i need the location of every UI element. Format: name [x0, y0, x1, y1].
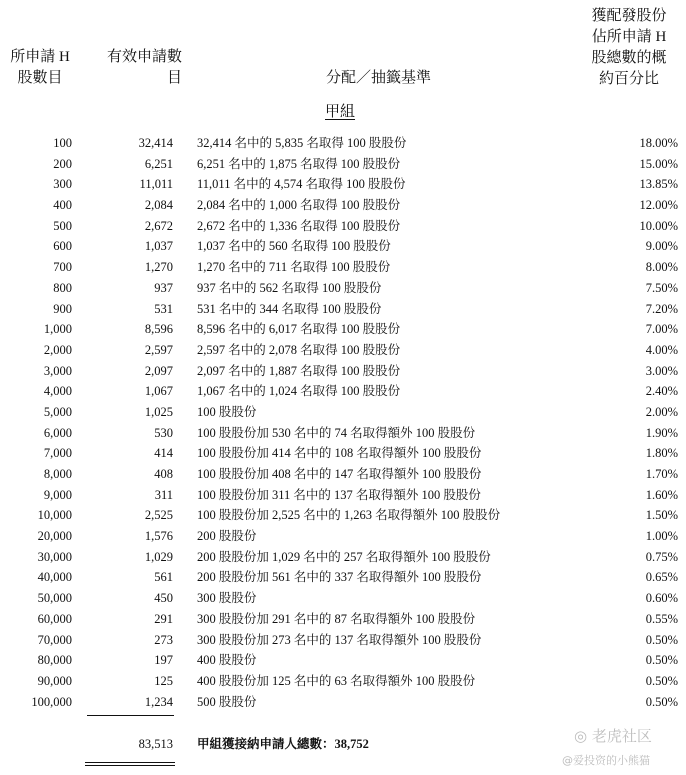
watermark-author: @爱投资的小熊猫	[562, 754, 650, 767]
total-double-rule	[85, 762, 175, 766]
cell-applications: 2,597	[144, 342, 173, 357]
header-shares-applied: 所申請 H 股數目	[10, 49, 70, 86]
cell-percentage: 1.80%	[645, 446, 678, 461]
cell-applications: 1,234	[144, 694, 173, 709]
cell-percentage: 10.00%	[639, 218, 678, 233]
cell-shares: 1,000	[43, 322, 72, 337]
cell-basis: 6,251 名中的 1,875 名取得 100 股股份	[197, 156, 401, 171]
cell-applications: 2,084	[144, 198, 173, 213]
cell-percentage: 2.40%	[645, 384, 678, 399]
table-row	[0, 505, 686, 526]
table-row	[0, 588, 686, 609]
cell-percentage: 1.50%	[645, 508, 678, 523]
cell-shares: 7,000	[43, 446, 72, 461]
cell-percentage: 7.00%	[645, 322, 678, 337]
cell-applications: 450	[154, 591, 173, 606]
table-row	[0, 257, 686, 278]
subtotal-rule	[87, 715, 174, 716]
cell-basis: 2,084 名中的 1,000 名取得 100 股股份	[197, 198, 401, 213]
table-row	[0, 216, 686, 237]
cell-shares: 30,000	[37, 549, 72, 564]
cell-basis: 300 股股份加 291 名中的 87 名取得額外 100 股股份	[197, 611, 476, 626]
cell-percentage: 0.50%	[645, 694, 678, 709]
cell-basis: 1,270 名中的 711 名取得 100 股股份	[197, 260, 391, 275]
header-allocation-basis: 分配／抽籤基準	[326, 70, 432, 86]
cell-basis: 100 股股份加 530 名中的 74 名取得額外 100 股股份	[197, 425, 476, 440]
cell-shares: 10,000	[37, 508, 72, 523]
cell-shares: 6,000	[43, 425, 72, 440]
table-row	[0, 547, 686, 568]
cell-percentage: 7.50%	[645, 280, 678, 295]
table-row	[0, 174, 686, 195]
table-row	[0, 340, 686, 361]
cell-basis: 2,097 名中的 1,887 名取得 100 股股份	[197, 363, 401, 378]
cell-basis: 100 股股份加 408 名中的 147 名取得額外 100 股股份	[197, 467, 482, 481]
cell-applications: 11,011	[139, 177, 173, 192]
cell-basis: 200 股股份加 561 名中的 337 名取得額外 100 股股份	[197, 570, 482, 585]
cell-applications: 311	[154, 487, 173, 502]
table-row	[0, 609, 686, 630]
cell-basis: 500 股股份	[197, 694, 257, 709]
cell-basis: 300 股股份	[197, 591, 257, 606]
cell-percentage: 8.00%	[645, 260, 678, 275]
cell-shares: 500	[53, 218, 72, 233]
cell-percentage: 1.60%	[645, 487, 678, 502]
cell-percentage: 4.00%	[645, 342, 678, 357]
table-row	[0, 154, 686, 175]
cell-percentage: 9.00%	[645, 239, 678, 254]
cell-basis: 1,037 名中的 560 名取得 100 股股份	[197, 239, 391, 254]
header-valid-applications: 有效申請數 目	[106, 49, 182, 86]
cell-applications: 2,097	[144, 363, 173, 378]
cell-basis: 100 股股份加 414 名中的 108 名取得額外 100 股股份	[197, 446, 482, 461]
cell-basis: 100 股股份	[197, 404, 257, 419]
cell-basis: 32,414 名中的 5,835 名取得 100 股股份	[197, 136, 407, 150]
cell-applications: 32,414	[138, 136, 173, 150]
cell-percentage: 3.00%	[645, 363, 678, 378]
cell-applications: 2,672	[144, 218, 173, 233]
cell-applications: 1,025	[144, 404, 173, 419]
cell-shares: 70,000	[37, 632, 72, 647]
cell-applications: 1,067	[144, 384, 173, 399]
group-label: 甲組	[325, 104, 356, 120]
cell-percentage: 2.00%	[645, 404, 678, 419]
table-row	[0, 650, 686, 671]
table-row	[0, 567, 686, 588]
table-row	[0, 278, 686, 299]
cell-percentage: 1.90%	[645, 425, 678, 440]
cell-percentage: 15.00%	[639, 156, 678, 171]
cell-percentage: 12.00%	[639, 198, 678, 213]
cell-applications: 125	[154, 673, 173, 688]
cell-basis: 1,067 名中的 1,024 名取得 100 股股份	[197, 384, 401, 399]
cell-applications: 561	[154, 570, 173, 585]
cell-shares: 300	[53, 177, 72, 192]
cell-shares: 50,000	[37, 591, 72, 606]
cell-applications: 197	[154, 653, 173, 668]
cell-basis: 8,596 名中的 6,017 名取得 100 股股份	[197, 322, 401, 337]
cell-basis: 2,597 名中的 2,078 名取得 100 股股份	[197, 342, 401, 357]
accepted-applicants-total: 甲組獲接納申請人總數：38,752	[197, 737, 369, 751]
cell-applications: 8,596	[144, 322, 173, 337]
cell-basis: 100 股股份加 311 名中的 137 名取得額外 100 股股份	[197, 487, 481, 502]
cell-shares: 8,000	[43, 467, 72, 481]
cell-shares: 700	[53, 260, 72, 275]
cell-applications: 1,270	[144, 260, 173, 275]
cell-basis: 400 股股份加 125 名中的 63 名取得額外 100 股股份	[197, 673, 476, 688]
cell-applications: 414	[154, 446, 173, 461]
table-row	[0, 671, 686, 692]
cell-applications: 531	[154, 301, 173, 316]
cell-percentage: 7.20%	[645, 301, 678, 316]
cell-shares: 900	[53, 301, 72, 316]
table-row	[0, 381, 686, 402]
cell-percentage: 1.00%	[645, 529, 678, 544]
cell-percentage: 0.75%	[645, 549, 678, 564]
cell-applications: 1,037	[144, 239, 173, 254]
table-row	[0, 464, 686, 485]
table-row	[0, 236, 686, 257]
cell-shares: 80,000	[37, 653, 72, 668]
cell-applications: 1,029	[144, 549, 173, 564]
cell-basis: 937 名中的 562 名取得 100 股股份	[197, 280, 382, 295]
cell-percentage: 0.60%	[645, 591, 678, 606]
cell-shares: 9,000	[43, 487, 72, 502]
cell-applications: 1,576	[144, 529, 173, 544]
table-row	[0, 423, 686, 444]
allocation-table	[0, 133, 686, 712]
cell-applications: 273	[154, 632, 173, 647]
table-row	[0, 692, 686, 713]
cell-shares: 20,000	[37, 529, 72, 544]
cell-shares: 200	[53, 156, 72, 171]
cell-shares: 600	[53, 239, 72, 254]
cell-basis: 200 股股份	[197, 529, 257, 544]
table-row	[0, 195, 686, 216]
cell-shares: 4,000	[43, 384, 72, 399]
cell-applications: 530	[154, 425, 173, 440]
cell-shares: 40,000	[37, 570, 72, 585]
watermark-brand: ◎ 老虎社区	[574, 727, 652, 745]
cell-applications: 2,525	[144, 508, 173, 523]
cell-applications: 6,251	[144, 156, 173, 171]
table-row	[0, 361, 686, 382]
cell-percentage: 18.00%	[639, 136, 678, 150]
table-row	[0, 443, 686, 464]
table-row	[0, 319, 686, 340]
cell-applications: 408	[154, 467, 173, 481]
cell-basis: 2,672 名中的 1,336 名取得 100 股股份	[197, 218, 401, 233]
cell-percentage: 13.85%	[639, 177, 678, 192]
table-row	[0, 630, 686, 651]
table-row	[0, 526, 686, 547]
cell-basis: 400 股股份	[197, 653, 257, 668]
cell-percentage: 0.55%	[645, 611, 678, 626]
table-row	[0, 299, 686, 320]
cell-shares: 90,000	[37, 673, 72, 688]
cell-shares: 400	[53, 198, 72, 213]
cell-percentage: 1.70%	[645, 467, 678, 481]
cell-shares: 5,000	[43, 404, 72, 419]
table-row	[0, 133, 686, 154]
cell-shares: 60,000	[37, 611, 72, 626]
cell-percentage: 0.65%	[645, 570, 678, 585]
cell-shares: 100,000	[31, 694, 72, 709]
cell-percentage: 0.50%	[645, 653, 678, 668]
cell-basis: 200 股股份加 1,029 名中的 257 名取得額外 100 股股份	[197, 549, 491, 564]
table-row	[0, 402, 686, 423]
cell-shares: 3,000	[43, 363, 72, 378]
cell-applications: 937	[154, 280, 173, 295]
cell-basis: 100 股股份加 2,525 名中的 1,263 名取得額外 100 股股份	[197, 508, 501, 523]
cell-percentage: 0.50%	[645, 632, 678, 647]
cell-applications: 291	[154, 611, 173, 626]
header-percentage-allotted: 獲配發股份 佔所申請 H 股總數的概 約百分比	[591, 8, 667, 87]
total-applications: 83,513	[138, 737, 173, 751]
cell-percentage: 0.50%	[645, 673, 678, 688]
cell-shares: 800	[53, 280, 72, 295]
cell-basis: 531 名中的 344 名取得 100 股股份	[197, 301, 382, 316]
cell-basis: 300 股股份加 273 名中的 137 名取得額外 100 股股份	[197, 632, 482, 647]
cell-shares: 2,000	[43, 342, 72, 357]
cell-shares: 100	[53, 136, 72, 150]
table-row	[0, 485, 686, 506]
cell-basis: 11,011 名中的 4,574 名取得 100 股股份	[197, 177, 406, 192]
